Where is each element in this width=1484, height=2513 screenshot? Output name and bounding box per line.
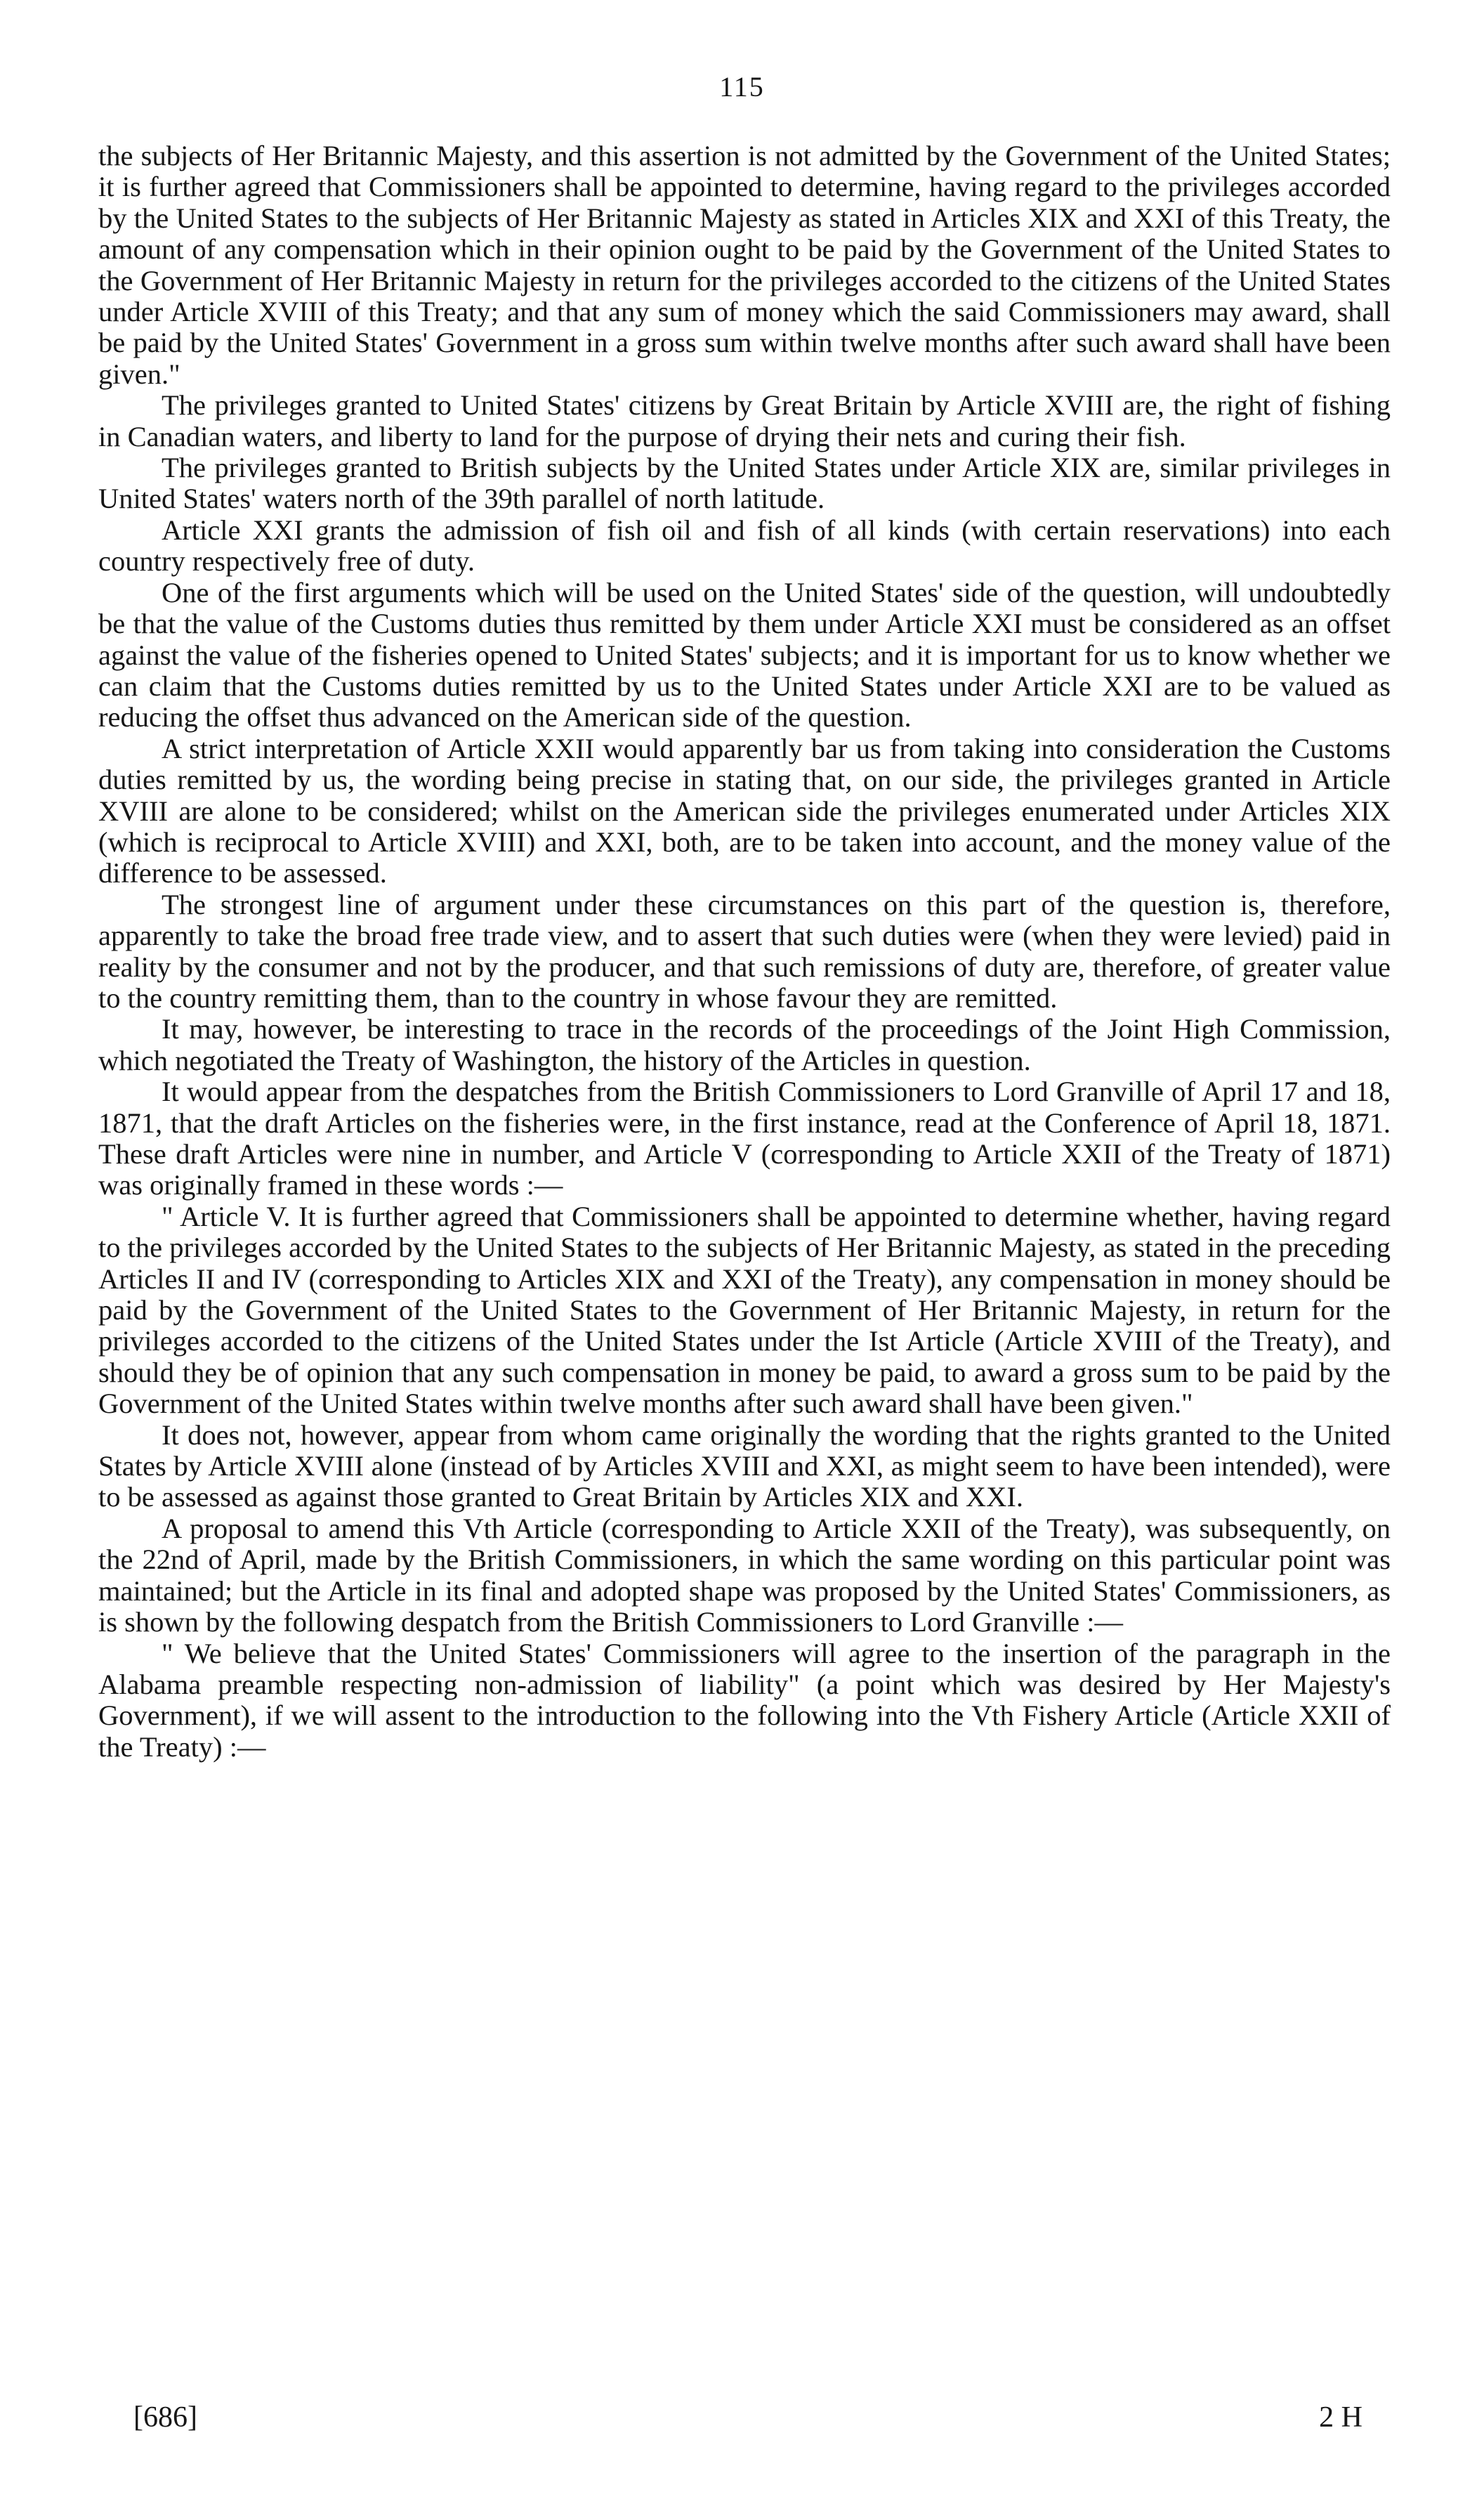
paragraph-continuation: the subjects of Her Britannic Majesty, and this assertion is not admitted by the Government of the United States; it is further agreed that Commissioners shall be appointed to determine, having regard to the privileges accorded by the United States to the subjects of Her Britannic Majesty as stated in Articles XIX and XXI of this Treaty, the amount of any compensation which in their opinion ought to be paid by the Government of the United States to the Government of Her Britannic Majesty in return for the privileges accorded to the citizens of the United States under Article XVIII of this Treaty; and that any sum of money which the said Commissioners may award, shall be paid by the United States' Government in a gross sum within twelve months after such award shall have been given."	[98, 140, 1391, 390]
paragraph-strongest-argument: The strongest line of argument under these circumstances on this part of the question is, therefore, apparently to take the broad free trade view, and to assert that such duties were (when they were levied) paid in reality by the consumer and not by the producer, and that such remissions of duty are, therefore, of greater value to the country remitting them, than to the country in whose favour they are remitted.	[98, 888, 1391, 1014]
page-footer	[133, 2401, 1362, 2436]
paragraph-article-xxi: Article XXI grants the admission of fish oil and fish of all kinds (with certain reservations) into each country respectively free of duty.	[98, 514, 1391, 577]
paragraph-proposal-amend: A proposal to amend this Vth Article (corresponding to Article XXII of the Treaty), was subsequently, on the 22nd of April, made by the British Commissioners, in which the same wording on this particular point was maintained; but the Article in its final and adopted shape was proposed by the United States' Commissioners, as is shown by the following despatch from the British Commissioners to Lord Granville :—	[98, 1512, 1391, 1638]
paragraph-wording-origin: It does not, however, appear from whom came originally the wording that the rights granted to the United States by Article XVIII alone (instead of by Articles XVIII and XXI, as might seem to have been intended), were to be assessed as against those granted to Great Britain by Articles XIX and XXI.	[98, 1418, 1391, 1513]
paragraph-strict-interpretation: A strict interpretation of Article XXII would apparently bar us from taking into consideration the Customs duties remitted by us, the wording being precise in stating that, on our side, the privileges granted in Article XVIII are alone to be considered; whilst on the American side the privileges enumerated under Articles XIX (which is reciprocal to Article XVIII) and XXI, both, are to be taken into account, and the money value of the difference to be assessed.	[98, 732, 1391, 889]
paragraph-article-xix-privileges: The privileges granted to British subjects by the United States under Article XIX are, similar privileges in United States' waters north of the 39th parallel of north latitude.	[98, 452, 1391, 515]
paragraph-joint-high-commission: It may, however, be interesting to trace in the records of the proceedings of the Joint High Commission, which negotiated the Treaty of Washington, the history of the Articles in question.	[98, 1013, 1391, 1076]
body-text	[98, 141, 1391, 1763]
print-reference: [686]	[133, 2401, 197, 2434]
paragraph-despatch-quote: " We believe that the United States' Commissioners will agree to the insertion of the paragraph in the Alabama preamble respecting non-admission of liability" (a point which was desired by Her Majesty's Government), if we will assent to the introduction to the following into the Vth Fishery Article (Article XXII of the Treaty) :—	[98, 1637, 1391, 1763]
paragraph-first-arguments: One of the first arguments which will be used on the United States' side of the question, will undoubtedly be that the value of the Customs duties thus remitted by them under Article XXI must be considered as an offset against the value of the fisheries opened to United States' subjects; and it is important for us to know whether we can claim that the Customs duties remitted by us to the United States under Article XXI are to be valued as reducing the offset thus advanced on the American side of the question.	[98, 576, 1391, 733]
paragraph-article-xviii-privileges: The privileges granted to United States' citizens by Great Britain by Article XVIII are, the right of fishing in Canadian waters, and liberty to land for the purpose of drying their nets and curing their fish.	[98, 389, 1391, 452]
signature-mark: 2 H	[1319, 2401, 1362, 2434]
paragraph-despatches: It would appear from the despatches from the British Commissioners to Lord Granville of April 17 and 18, 1871, that the draft Articles on the fisheries were, in the first instance, read at the Conference of April 18, 1871. These draft Articles were nine in number, and Article V (corresponding to Article XXII of the Treaty of 1871) was originally framed in these words :—	[98, 1076, 1391, 1201]
paragraph-article-v-quote: " Article V. It is further agreed that Commissioners shall be appointed to determine whether, having regard to the privileges accorded by the United States to the subjects of Her Britannic Majesty, as stated in the preceding Articles II and IV (corresponding to Articles XIX and XXI of the Treaty), any compensation in money should be paid by the Government of the United States to the Government of Her Britannic Majesty, in return for the privileges accorded to the citizens of the United States under the Ist Article (Article XVIII of the Treaty), and should they be of opinion that any such compensation in money be paid, to award a gross sum to be paid by the Government of the United States within twelve months after such award shall have been given."	[98, 1200, 1391, 1420]
page-number: 115	[719, 71, 765, 103]
